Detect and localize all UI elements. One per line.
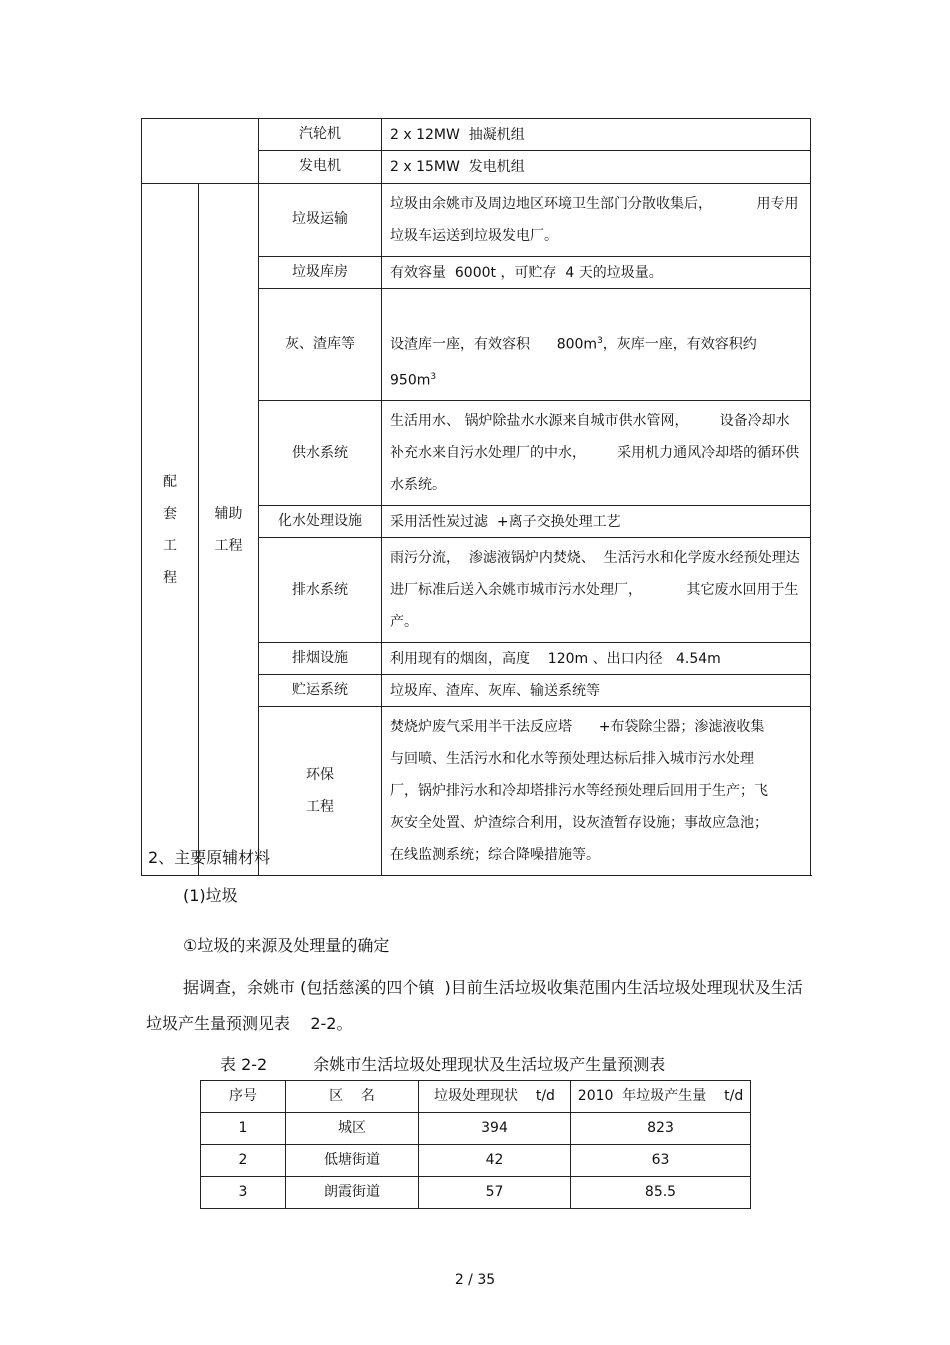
row-name: 排烟设施 <box>259 643 382 675</box>
waste-data-table <box>200 1080 751 1209</box>
env-desc: 焚烧炉废气采用半干法反应塔 +布袋除尘器；渗滤液收集与回喷、生活污水和化水等预处理达标后排入城市污水处理厂，锅炉排污水和冷却塔排污水等经预处理后回用于生产；飞灰安全处置、炉渣综合利用，设灰渣暂存设施；事故应急池；在线监测系统；综合降噪措施等。 <box>382 707 811 876</box>
superscript: 3 <box>597 336 603 346</box>
row-desc: 采用活性炭过滤 +离子交换处理工艺 <box>382 506 811 538</box>
category-char: 套 <box>163 505 177 522</box>
row-name: 汽轮机 <box>259 119 382 151</box>
table-caption-title: 余姚市生活垃圾处理现状及生活垃圾产生量预测表 <box>313 1055 666 1074</box>
aux-label: 工程 <box>214 537 243 554</box>
desc-part: 950m <box>390 372 431 389</box>
empty-cell <box>142 119 259 184</box>
table-cell: 2 <box>201 1145 286 1177</box>
env-label: 环保 <box>306 767 334 784</box>
page-number: 2 / 35 <box>454 1272 496 1288</box>
desc-part: ，灰库一座，有效容积约 <box>602 336 757 353</box>
category-cell <box>142 184 199 876</box>
table-cell: 57 <box>419 1177 571 1209</box>
category-char: 程 <box>163 569 177 586</box>
table-cell: 低塘街道 <box>286 1145 419 1177</box>
env-label: 工程 <box>306 799 334 816</box>
superscript: 3 <box>430 371 437 382</box>
table-cell: 1 <box>201 1113 286 1145</box>
row-name: 排水系统 <box>259 538 382 643</box>
row-desc: 生活用水、 锅炉除盐水水源来自城市供水管网， 设备冷却水补充水来自污水处理厂的中水， 采用机力通风冷却塔的循环供水系统。 <box>382 401 811 506</box>
sub-sub-heading: ①垃圾的来源及处理量的确定 <box>183 936 390 955</box>
engineering-table <box>141 118 811 876</box>
row-desc: 2 x 12MW 抽凝机组 <box>382 119 811 151</box>
aux-label: 辅助 <box>214 505 243 522</box>
row-desc: 垃圾由余姚市及周边地区环境卫生部门分散收集后， 用专用垃圾车运送到垃圾发电厂。 <box>382 184 811 257</box>
table-cell: 63 <box>571 1145 751 1177</box>
table-cell: 85.5 <box>571 1177 751 1209</box>
aux-category-cell <box>199 184 259 876</box>
table-cell: 42 <box>419 1145 571 1177</box>
row-desc <box>382 289 811 401</box>
row-name: 垃圾运输 <box>259 184 382 257</box>
paragraph: 据调查，余姚市 (包括慈溪的四个镇 )目前生活垃圾收集范围内生活垃圾处理现状及生活垃圾产生量预测见表 2-2。 <box>146 978 803 1033</box>
header-cell: 2010 年垃圾产生量 t/d <box>571 1081 751 1113</box>
table-caption <box>220 1052 665 1075</box>
table-cell: 城区 <box>286 1113 419 1145</box>
row-desc: 雨污分流， 渗滤液锅炉内焚烧、 生活污水和化学废水经预处理达进厂标准后送入余姚市城市污水处理厂， 其它废水回用于生产。 <box>382 538 811 643</box>
section-heading: 2、主要原辅材料 <box>148 848 271 867</box>
table-cell: 朗霞街道 <box>286 1177 419 1209</box>
row-desc: 垃圾库、渣库、灰库、输送系统等 <box>382 675 811 707</box>
row-name: 垃圾库房 <box>259 257 382 289</box>
row-name: 供水系统 <box>259 401 382 506</box>
row-desc: 有效容量 6000t ，可贮存 4 天的垃圾量。 <box>382 257 811 289</box>
header-cell: 序号 <box>201 1081 286 1113</box>
row-desc: 利用现有的烟囱，高度 120m 、出口内径 4.54m <box>382 643 811 675</box>
table-cell: 823 <box>571 1113 751 1145</box>
header-cell: 垃圾处理现状 t/d <box>419 1081 571 1113</box>
desc-part: 设渣库一座，有效容积 800m <box>390 336 598 353</box>
category-char: 工 <box>163 537 177 554</box>
row-name: 化水处理设施 <box>259 506 382 538</box>
env-category-cell <box>259 707 382 876</box>
table-caption-number: 表 2-2 <box>220 1055 268 1074</box>
row-name: 贮运系统 <box>259 675 382 707</box>
category-char: 配 <box>163 473 177 490</box>
table-cell: 3 <box>201 1177 286 1209</box>
sub-heading: (1)垃圾 <box>183 886 238 905</box>
row-name: 发电机 <box>259 151 382 184</box>
header-cell: 区 名 <box>286 1081 419 1113</box>
row-name: 灰、渣库等 <box>259 289 382 401</box>
table-cell: 394 <box>419 1113 571 1145</box>
row-desc: 2 x 15MW 发电机组 <box>382 151 811 184</box>
